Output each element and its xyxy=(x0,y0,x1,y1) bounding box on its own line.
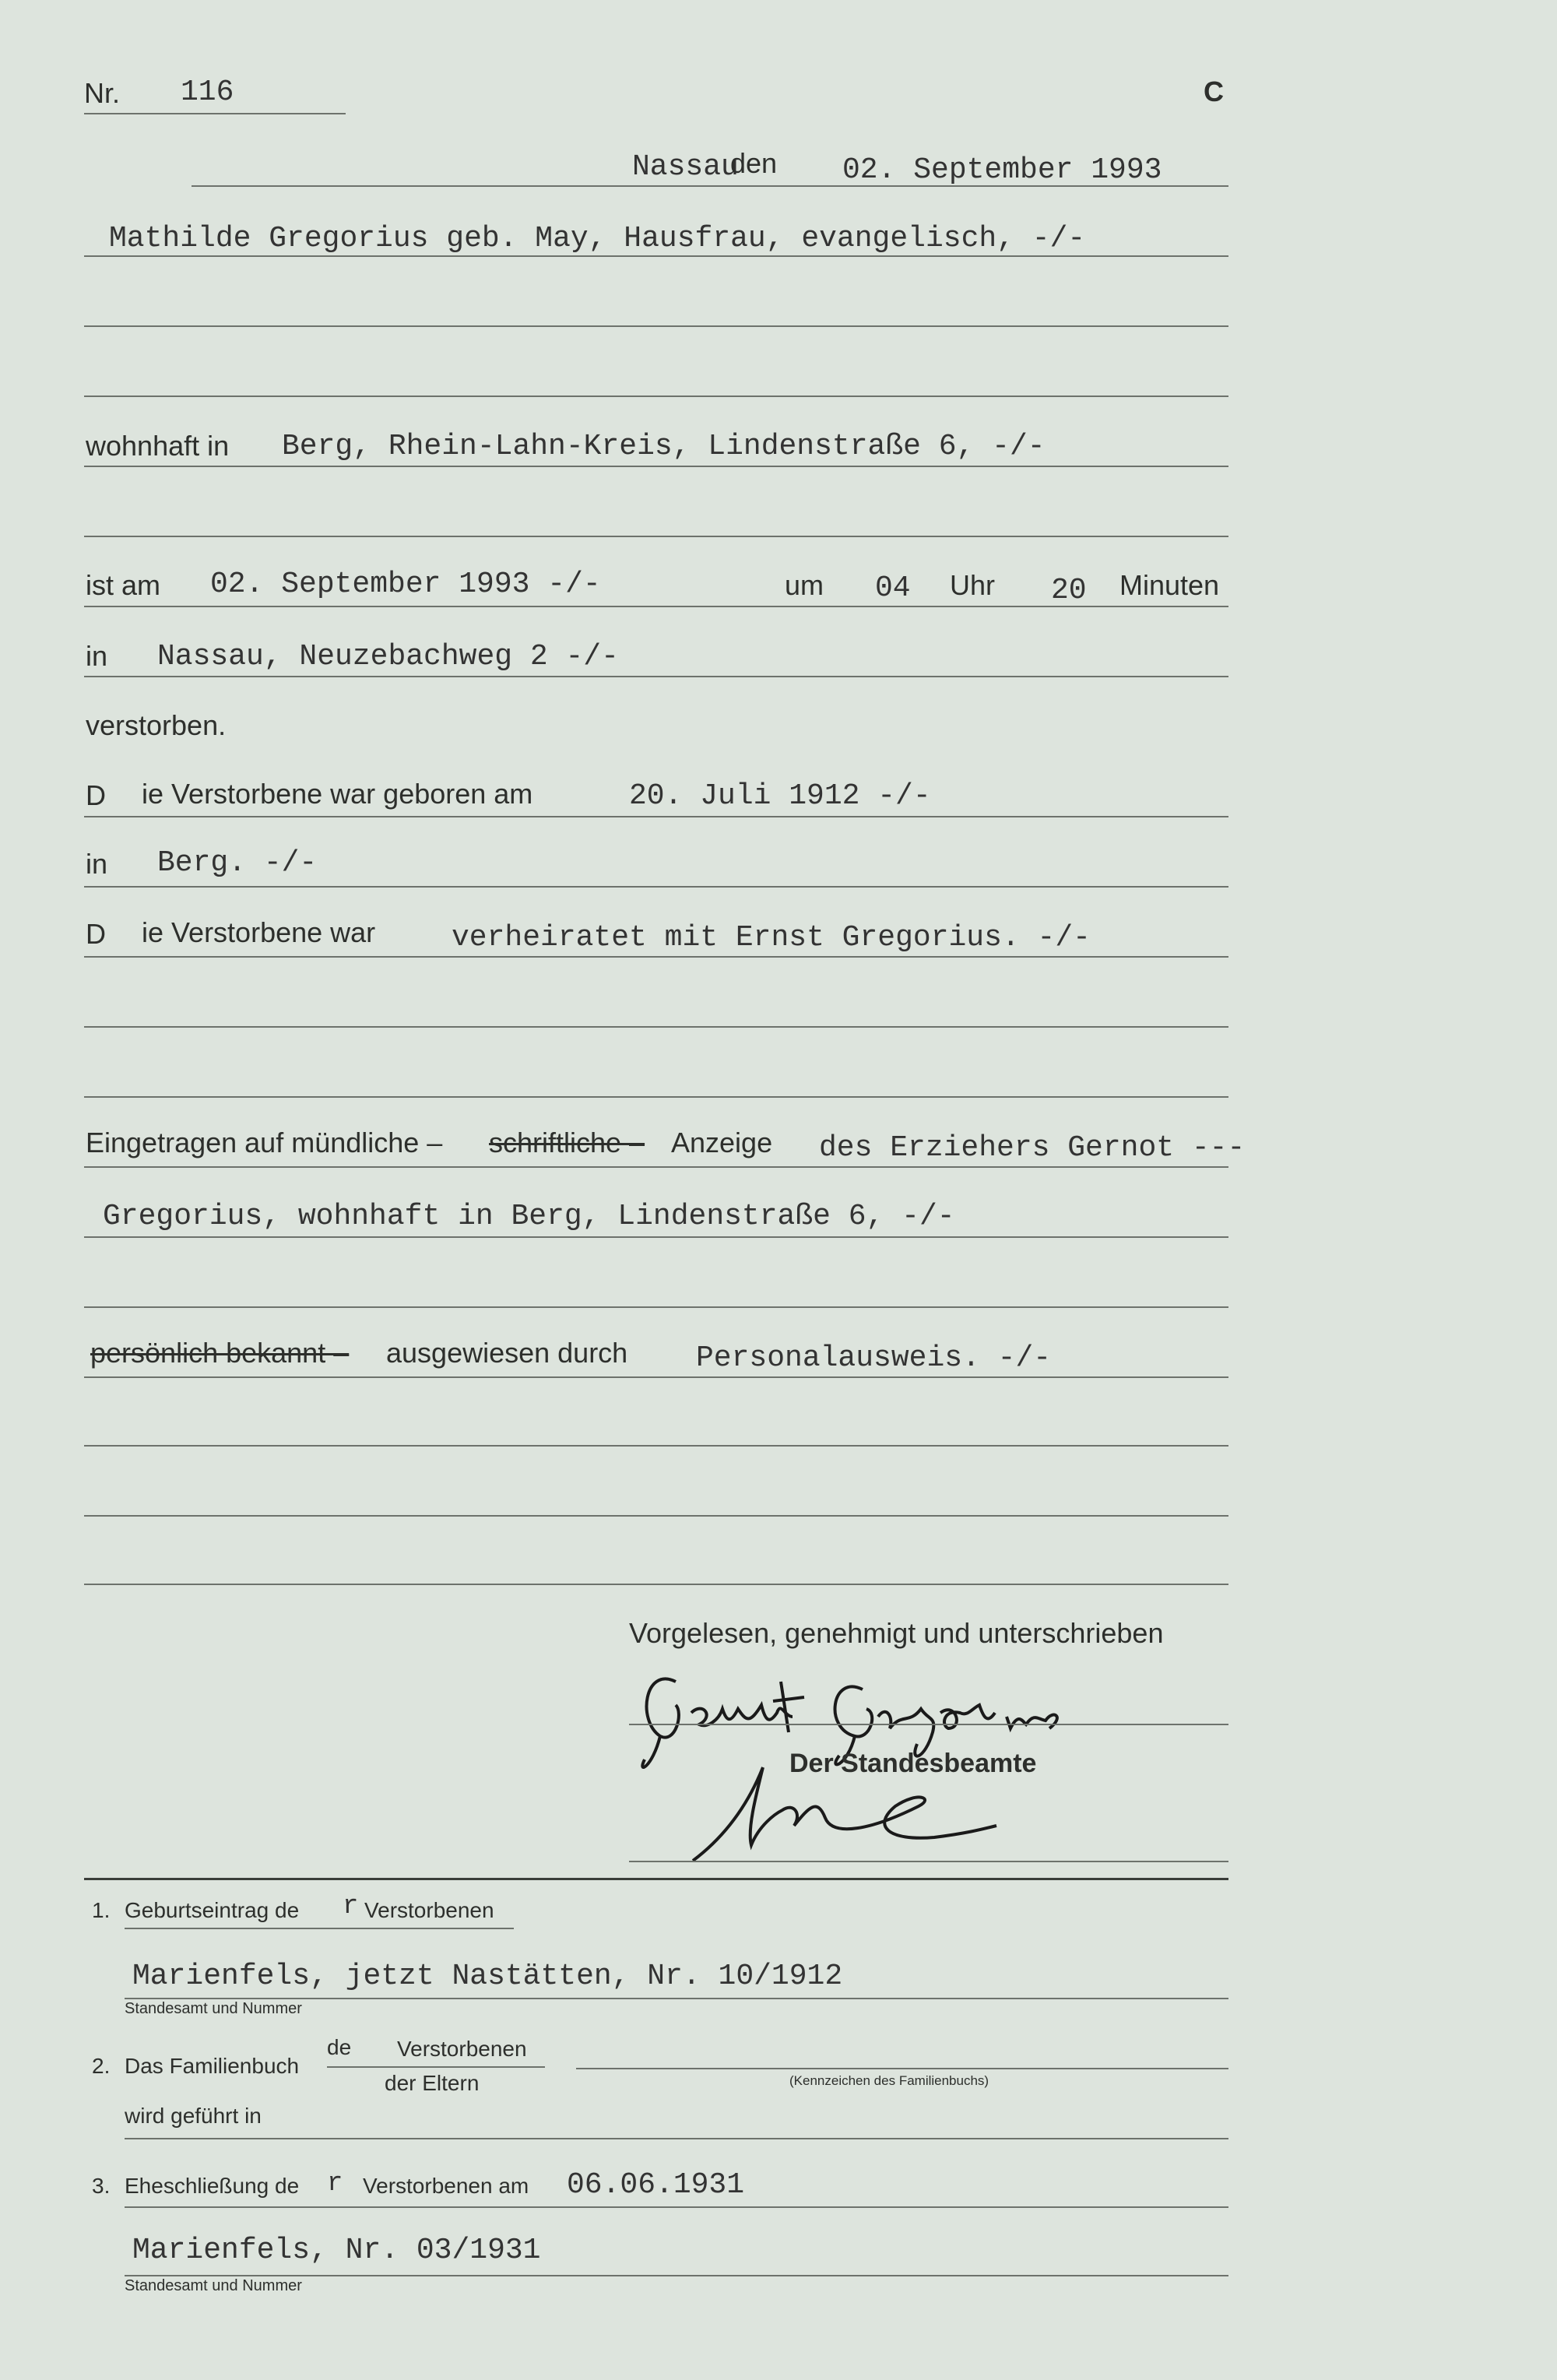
item1-label-underline xyxy=(125,1928,514,1929)
birth-label: ie Verstorbene war geboren am xyxy=(142,778,533,810)
report-value-line2: Gregorius, wohnhaft in Berg, Lindenstraße 6, -/- xyxy=(103,1200,955,1233)
item3-value-line xyxy=(125,2275,1228,2276)
residence-value: Berg, Rhein-Lahn-Kreis, Lindenstraße 6, -/- xyxy=(282,430,1046,463)
item1-caption: Standesamt und Nummer xyxy=(125,2000,302,2017)
hour-value: 04 xyxy=(875,571,911,605)
time-label: um xyxy=(785,569,824,601)
rule xyxy=(84,1376,1228,1378)
hour-label: Uhr xyxy=(950,569,996,601)
birth-place-value: Berg. -/- xyxy=(157,846,318,880)
corner-letter: C xyxy=(1204,76,1224,107)
rule xyxy=(84,1166,1228,1168)
rule xyxy=(84,606,1228,607)
item1-label-end: Verstorbenen xyxy=(364,1898,494,1922)
rule xyxy=(84,816,1228,817)
header-date: 02. September 1993 xyxy=(842,153,1162,187)
rule xyxy=(84,1515,1228,1517)
place-printed: Nassau xyxy=(632,150,739,184)
marital-prefix: D xyxy=(86,918,106,950)
name-line: Mathilde Gregorius geb. May, Hausfrau, evangelisch, -/- xyxy=(109,222,1086,255)
rule xyxy=(84,466,1228,467)
marital-label: ie Verstorbene war xyxy=(142,916,376,948)
report-label-start: Eingetragen auf mündliche – xyxy=(86,1127,443,1158)
approval-text: Vorgelesen, genehmigt und unterschrieben xyxy=(629,1617,1164,1649)
rule xyxy=(84,956,1228,958)
item2-label-end: wird geführt in xyxy=(125,2104,262,2128)
rule xyxy=(84,676,1228,677)
birth-prefix: D xyxy=(86,779,106,811)
item2-number: 2. xyxy=(92,2054,111,2078)
rule xyxy=(84,886,1228,888)
item3-number: 3. xyxy=(92,2174,111,2198)
place-suffix: den xyxy=(730,147,778,179)
nr-underline xyxy=(84,113,346,114)
birth-place-label: in xyxy=(86,848,108,880)
residence-label: wohnhaft in xyxy=(86,430,230,462)
died-label: verstorben. xyxy=(86,709,227,741)
item2-label: Das Familienbuch xyxy=(125,2054,300,2078)
birth-date-value: 20. Juli 1912 -/- xyxy=(629,779,931,813)
registrar-signature xyxy=(685,1752,1012,1868)
item3-date: 06.06.1931 xyxy=(567,2168,745,2202)
death-place-label: in xyxy=(86,640,108,672)
death-place-value: Nassau, Neuzebachweg 2 -/- xyxy=(157,640,619,673)
item2-option-bottom: der Eltern xyxy=(385,2071,480,2095)
report-label-end: Anzeige xyxy=(671,1127,773,1158)
rule xyxy=(84,255,1228,257)
item3-label-end: Verstorbenen am xyxy=(363,2174,529,2198)
item1-number: 1. xyxy=(92,1898,111,1922)
rule xyxy=(84,1096,1228,1098)
item1-label: Geburtseintrag de xyxy=(125,1898,300,1922)
item2-option-divider xyxy=(327,2066,545,2068)
rule xyxy=(84,1584,1228,1585)
item2-caption: (Kennzeichen des Familienbuchs) xyxy=(789,2073,989,2088)
item3-value: Marienfels, Nr. 03/1931 xyxy=(132,2234,541,2267)
report-label-struck: schriftliche – xyxy=(489,1127,645,1158)
item2-option-top: Verstorbenen xyxy=(397,2037,527,2061)
rule xyxy=(84,1445,1228,1447)
identity-label: ausgewiesen durch xyxy=(386,1337,628,1369)
item2-option-top-prefix: de xyxy=(327,2035,352,2059)
item3-date-line xyxy=(125,2206,1228,2208)
item1-value-line xyxy=(125,1998,1228,1999)
item2-value-line xyxy=(576,2068,1228,2069)
rule xyxy=(84,536,1228,537)
rule xyxy=(84,325,1228,327)
item3-caption: Standesamt und Nummer xyxy=(125,2277,302,2294)
item3-suffix: r xyxy=(327,2169,343,2199)
nr-value: 116 xyxy=(181,76,234,109)
footnote-separator xyxy=(84,1878,1228,1880)
death-date-label: ist am xyxy=(86,569,161,601)
item3-label: Eheschließung de xyxy=(125,2174,300,2198)
identity-value: Personalausweis. -/- xyxy=(696,1341,1052,1375)
rule xyxy=(84,1306,1228,1308)
item2-place-line xyxy=(125,2138,1228,2139)
marital-value: verheiratet mit Ernst Gregorius. -/- xyxy=(452,921,1091,954)
rule xyxy=(84,395,1228,397)
minute-label: Minuten xyxy=(1119,569,1220,601)
item1-suffix: r xyxy=(343,1892,359,1921)
informant-signature-line xyxy=(629,1724,1228,1725)
date-underline xyxy=(192,185,1228,187)
nr-label: Nr. xyxy=(84,77,121,109)
rule xyxy=(84,1236,1228,1238)
registrar-label: Der Standesbeamte xyxy=(789,1749,1037,1778)
minute-value: 20 xyxy=(1051,574,1087,607)
registrar-signature-line xyxy=(629,1861,1228,1862)
rule xyxy=(84,1026,1228,1028)
death-date-value: 02. September 1993 -/- xyxy=(210,568,601,601)
identity-label-struck: persönlich bekannt – xyxy=(90,1337,350,1369)
report-value-line1: des Erziehers Gernot --- xyxy=(819,1131,1246,1165)
item1-value: Marienfels, jetzt Nastätten, Nr. 10/1912 xyxy=(132,1960,843,1993)
